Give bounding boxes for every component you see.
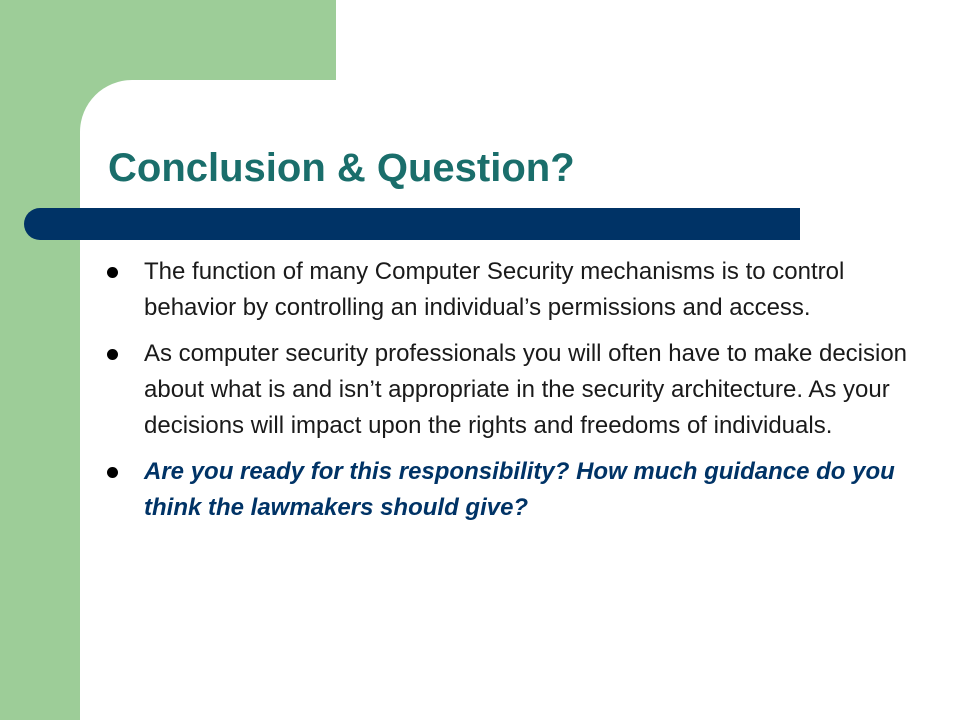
bullet-item (104, 336, 924, 444)
bullet-list (104, 254, 924, 536)
bullet-text-question: Are you ready for this responsibility? How much guidance do you think the lawmakers should give? (144, 458, 895, 521)
bullet-item (104, 254, 924, 326)
bullet-dot-icon (107, 267, 118, 278)
bullet-text: The function of many Computer Security mechanisms is to control behavior by controlling an individual’s permissions and access. (144, 258, 845, 321)
bullet-text: As computer security professionals you will often have to make decision about what is and isn’t appropriate in the security architecture. As your decisions will impact upon the rights and freedoms of individuals. (144, 340, 908, 439)
title-accent-bar (24, 208, 800, 240)
bullet-dot-icon (107, 349, 118, 360)
bullet-dot-icon (107, 467, 118, 478)
slide-title: Conclusion & Question? (108, 146, 575, 190)
bullet-item-question (104, 454, 924, 526)
